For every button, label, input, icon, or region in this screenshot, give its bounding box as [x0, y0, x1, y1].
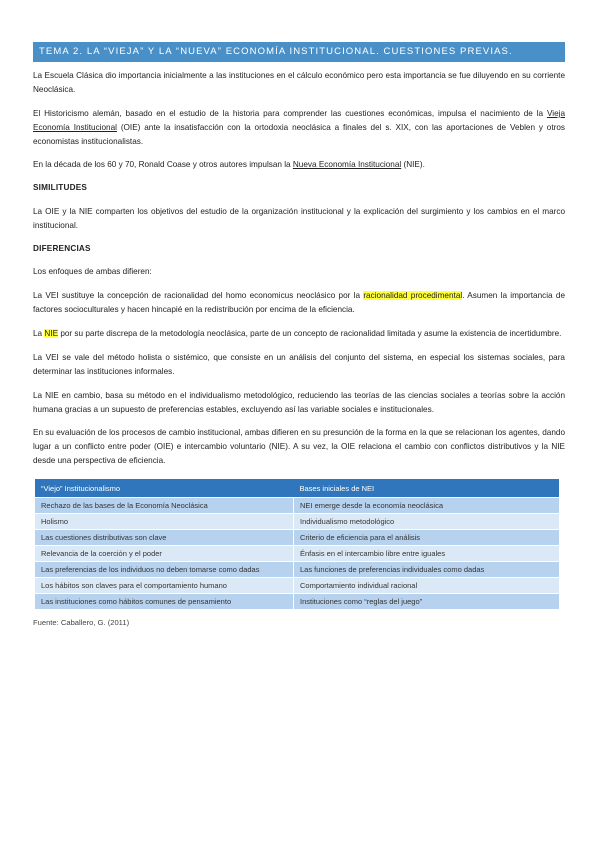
- table-cell: Holismo: [35, 514, 294, 530]
- table-cell: Las cuestiones distributivas son clave: [35, 530, 294, 546]
- table-row: [35, 578, 559, 594]
- paragraph-text: por su parte discrepa de la metodología neoclásica, parte de un concepto de racionalidad limitada y asume la existencia de incertidumbre.: [58, 329, 562, 338]
- table-row: [35, 498, 559, 514]
- heading-diferencias: DIFERENCIAS: [33, 244, 91, 253]
- column-header-viejo: “Viejo” Institucionalismo: [35, 479, 294, 498]
- term-vieja-economia-institucional: Vieja Economía Institucional: [33, 109, 565, 132]
- highlight-nie: NIE: [44, 329, 59, 338]
- table-source-note: Fuente: Caballero, G. (2011): [33, 618, 130, 627]
- paragraph-escuela-clasica: La Escuela Clásica dio importancia inicialmente a las instituciones en el cálculo económico pero esta importancia se fue diluyendo en su corriente Neoclásica.: [33, 71, 565, 94]
- comparison-table: [35, 479, 559, 609]
- table-cell: Instituciones como “reglas del juego”: [294, 594, 560, 610]
- table-row: [35, 546, 559, 562]
- table-cell: Las funciones de preferencias individuales como dadas: [294, 562, 560, 578]
- paragraph-text: La: [33, 329, 45, 338]
- heading-similitudes: SIMILITUDES: [33, 183, 88, 192]
- table-cell: Las instituciones como hábitos comunes de pensamiento: [35, 594, 294, 610]
- document-page: [33, 42, 565, 627]
- paragraph-vei-racionalidad: [33, 289, 565, 317]
- paragraph-nie-metodologia: [33, 327, 565, 341]
- table-row: [35, 594, 559, 610]
- table-cell: Énfasis en el intercambio libre entre iguales: [294, 546, 560, 562]
- table-cell: Criterio de eficiencia para el análisis: [294, 530, 560, 546]
- table-cell: Individualismo metodológico: [294, 514, 560, 530]
- table-cell: Rechazo de las bases de la Economía Neoclásica: [35, 498, 294, 514]
- column-header-nei: Bases iniciales de NEI: [294, 479, 560, 498]
- table-row: [35, 514, 559, 530]
- table-row: [35, 562, 559, 578]
- table-cell: Comportamiento individual racional: [294, 578, 560, 594]
- paragraph-cambio-institucional: En su evaluación de los procesos de cambio institucional, ambas difieren en su presunción de la forma en la que se relacionan los agentes, dando lugar a un conflicto entre poder (OIE) e intercambio voluntario (NIE). A su vez, la OIE relaciona el cambio con conflictos distributivos y la NIE desde una perspectiva de eficiencia.: [33, 428, 565, 465]
- paragraph-text: (NIE).: [401, 160, 425, 169]
- paragraph-historicismo: [33, 107, 565, 149]
- table-row: [35, 530, 559, 546]
- paragraph-similitudes: La OIE y la NIE comparten los objetivos del estudio de la organización institucional y la explicación del surgimiento y los cambios en el marco institucional.: [33, 207, 565, 230]
- paragraph-text: . Asumen la importancia de factores socioculturales y hacen hincapié en la redistribución por encima de la eficiencia.: [33, 291, 565, 314]
- table-cell: NEI emerge desde la economía neoclásica: [294, 498, 560, 514]
- paragraph-text: (OIE) ante la insatisfacción con la ortodoxia neoclásica a finales del s. XIX, con las aportaciones de Veblen y otros economistas institucionalistas.: [33, 123, 566, 146]
- paragraph-enfoques: Los enfoques de ambas difieren:: [33, 267, 152, 276]
- paragraph-coase: [33, 158, 565, 172]
- paragraph-text: En la década de los 60 y 70, Ronald Coase y otros autores impulsan la: [33, 160, 293, 169]
- table-header-row: [35, 479, 559, 498]
- paragraph-text: La VEI sustituye la concepción de racionalidad del homo economicus neoclásico por la: [33, 291, 364, 300]
- section-title: TEMA 2. LA “VIEJA” Y LA “NUEVA” ECONOMÍA INSTITUCIONAL. CUESTIONES PREVIAS.: [33, 42, 565, 62]
- paragraph-nie-individualismo: La NIE en cambio, basa su método en el individualismo metodológico, reduciendo las teorías de las ciencias sociales a teorías sobre la acción humana gracias a un supuesto de preferencias estables, excluyendo así las variable sociales e institucionales.: [33, 391, 565, 414]
- paragraph-text: El Historicismo alemán, basado en el estudio de la historia para comprender las cuestiones económicas, impulsa el nacimiento de la: [33, 109, 547, 118]
- term-nueva-economia-institucional: Nueva Economía Institucional: [292, 160, 402, 169]
- table-cell: Los hábitos son claves para el comportamiento humano: [35, 578, 294, 594]
- table-cell: Las preferencias de los individuos no deben tomarse como dadas: [35, 562, 294, 578]
- table-cell: Relevancia de la coerción y el poder: [35, 546, 294, 562]
- paragraph-vei-holista: La VEI se vale del método holista o sistémico, que consiste en un análisis del conjunto del sistema, en especial los sistemas sociales, para determinar las instituciones informales.: [33, 353, 565, 376]
- highlight-racionalidad-procedimental: racionalidad procedimental: [363, 291, 463, 300]
